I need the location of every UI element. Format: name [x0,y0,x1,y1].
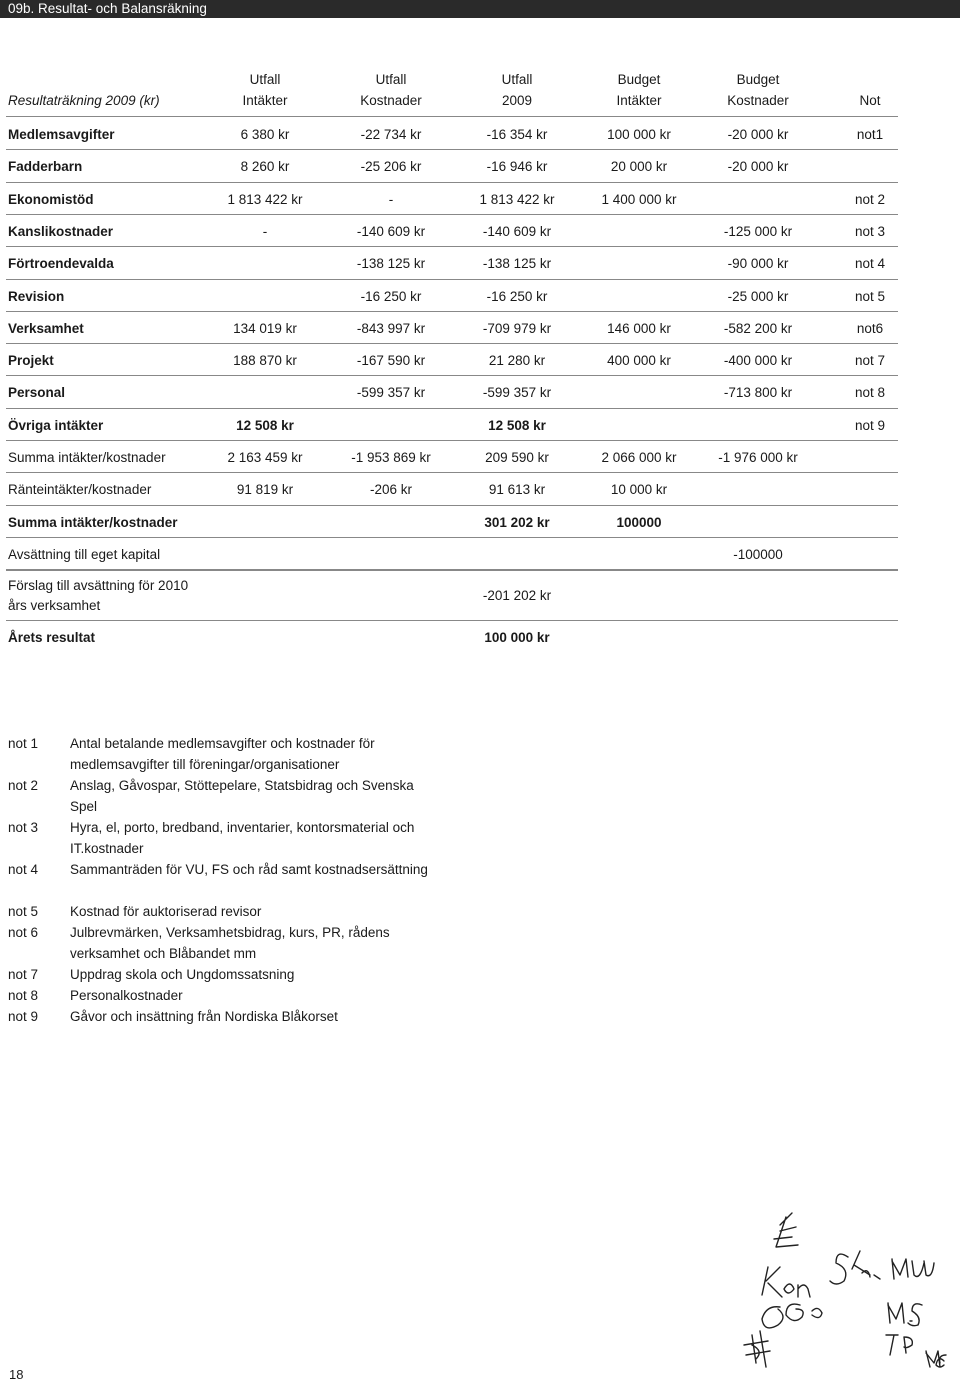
row-divider [6,440,898,441]
row-label: Ekonomistöd [8,191,94,207]
table-cell: 2 163 459 kr [227,450,303,465]
note-ref-cell: not1 [856,127,884,142]
header-bottom-5: Kostnader [727,93,789,108]
note-ref-cell: not 2 [854,191,886,207]
table-cell: 209 590 kr [485,450,549,465]
row-label: Övriga intäkter [8,417,104,433]
table-cell: 91 819 kr [236,482,294,498]
header-bottom-2: Kostnader [360,93,422,108]
row-label: Projekt [8,353,54,369]
note-ref-cell: not 5 [854,288,886,304]
row-divider [6,408,898,409]
note-text: Sammanträden för VU, FS och råd samt kostnadsersättning [70,862,428,877]
table-cell: -16 250 kr [360,288,422,304]
table-cell: -709 979 kr [482,320,552,336]
table-cell: 1 813 422 kr [479,191,555,207]
note-text: Julbrevmärken, Verksamhetsbidrag, kurs, PR, rådens verksamhet och Blåbandet mm [70,925,390,961]
row-divider [6,149,898,150]
table-cell: 188 870 kr [233,353,297,369]
note-key: not 1 [8,736,39,751]
table-cell: -125 000 kr [723,223,793,239]
table-cell: 146 000 kr [607,320,671,336]
table-cell: -16 250 kr [486,288,548,304]
row-label: Summa intäkter/kostnader [8,450,166,465]
table-cell: -138 125 kr [356,256,426,272]
row-label: Verksamhet [8,320,84,336]
table-cell: -167 590 kr [356,353,426,369]
page-number: 18 [9,1367,24,1382]
note-key: not 9 [8,1009,39,1024]
table-cell: 134 019 kr [233,320,297,336]
table-cell: 400 000 kr [607,353,671,369]
row-divider [6,570,898,571]
table-cell: - [262,223,268,239]
note-key: not 7 [8,967,39,982]
note-text: Personalkostnader [70,988,183,1003]
table-cell: 100000 [616,514,662,530]
table-cell: 20 000 kr [610,159,668,175]
table-cell: -140 609 kr [356,223,426,239]
table-cell: -16 946 kr [486,159,548,175]
title-bar [0,0,960,18]
table-cell: -582 200 kr [723,320,793,336]
note-key: not 6 [8,925,39,940]
proposal-value: -201 202 kr [482,588,552,603]
table-cell: 12 508 kr [488,417,546,433]
note-text: Uppdrag skola och Ungdomssatsning [70,967,295,982]
table-cell: -713 800 kr [723,385,793,401]
row-divider [6,214,898,215]
table-cell: -25 206 kr [360,159,422,175]
note-ref-cell: not 7 [854,353,886,369]
table-cell: 6 380 kr [240,127,290,142]
note-ref-cell: not 9 [854,417,886,433]
table-cell: -599 357 kr [356,385,426,401]
proposal-label-2: års verksamhet [8,598,101,613]
note-key: not 4 [8,862,39,877]
row-label: Förtroendevalda [8,256,114,272]
table-cell: 1 813 422 kr [227,191,303,207]
table-cell: 100 000 kr [607,127,671,142]
row-divider [6,620,898,621]
note-text: Anslag, Gåvospar, Stöttepelare, Statsbidrag och Svenska Spel [70,778,414,814]
table-cell: -20 000 kr [727,127,789,142]
row-divider [6,311,898,312]
result-label: Årets resultat [8,630,96,645]
note-key: not 2 [8,778,39,793]
table-cell: - [388,191,394,207]
proposal-label-1: Förslag till avsättning för 2010 [8,578,189,593]
result-value: 100 000 kr [484,630,550,645]
header-top-4: Budget [617,72,661,87]
note-ref-cell: not 8 [854,385,886,401]
row-label: Kanslikostnader [8,223,114,239]
table-cell: -140 609 kr [482,223,552,239]
table-cell: 91 613 kr [488,482,546,498]
row-label: Avsättning till eget kapital [8,546,161,562]
table-cell: -1 976 000 kr [718,450,798,465]
header-bottom-3: 2009 [501,93,533,108]
note-text: Kostnad för auktoriserad revisor [70,904,262,919]
table-cell: 8 260 kr [240,159,290,175]
table-cell: 12 508 kr [236,417,294,433]
table-cell: 21 280 kr [488,353,546,369]
table-cell: 2 066 000 kr [601,450,677,465]
note-key: not 8 [8,988,39,1003]
row-label: Personal [8,385,66,401]
note-key: not 3 [8,820,39,835]
table-cell: -90 000 kr [727,256,789,272]
note-text: Hyra, el, porto, bredband, inventarier, kontorsmaterial och IT.kostnader [70,820,415,856]
note-ref-cell: not 3 [854,223,886,239]
header-top-5: Budget [736,72,780,87]
note-ref-cell: not6 [856,320,884,336]
table-cell: -20 000 kr [727,159,789,175]
row-divider [6,343,898,344]
row-label: Summa intäkter/kostnader [8,514,178,530]
header-bottom-4: Intäkter [616,93,662,108]
row-divider [6,505,898,506]
row-header-label: Resultaträkning 2009 (kr) [8,93,160,108]
row-divider [6,246,898,247]
row-divider [6,375,898,376]
note-key: not 5 [8,904,39,919]
table-cell: -599 357 kr [482,385,552,401]
row-divider [6,472,898,473]
header-top-1: Utfall [249,72,281,87]
table-cell: -22 734 kr [360,127,422,142]
table-cell: -206 kr [369,482,413,498]
note-ref-cell: not 4 [854,256,886,272]
table-cell: 1 400 000 kr [601,191,677,207]
table-cell: 10 000 kr [610,482,668,498]
signatures-image [740,1195,950,1375]
table-cell: -1 953 869 kr [351,450,431,465]
table-cell: -100000 [733,546,783,562]
table-cell: -16 354 kr [486,127,548,142]
header-bottom-not: Not [859,93,881,108]
row-label: Medlemsavgifter [8,127,115,142]
row-label: Revision [8,288,65,304]
row-divider [6,537,898,538]
table-cell: -400 000 kr [723,353,793,369]
header-top-2: Utfall [375,72,407,87]
table-cell: -843 997 kr [356,320,426,336]
row-label: Fadderbarn [8,159,83,175]
note-text: Antal betalande medlemsavgifter och kostnader för medlemsavgifter till föreningar/organisationer [70,736,375,772]
table-cell: -25 000 kr [727,288,789,304]
header-bottom-1: Intäkter [242,93,288,108]
page-title: 09b. Resultat- och Balansräkning [8,1,207,16]
row-divider [6,116,898,117]
row-divider [6,279,898,280]
table-cell: -138 125 kr [482,256,552,272]
row-divider [6,182,898,183]
row-label: Ränteintäkter/kostnader [8,482,152,498]
note-text: Gåvor och insättning från Nordiska Blåkorset [70,1009,338,1024]
header-top-3: Utfall [501,72,533,87]
table-cell: 301 202 kr [484,514,550,530]
